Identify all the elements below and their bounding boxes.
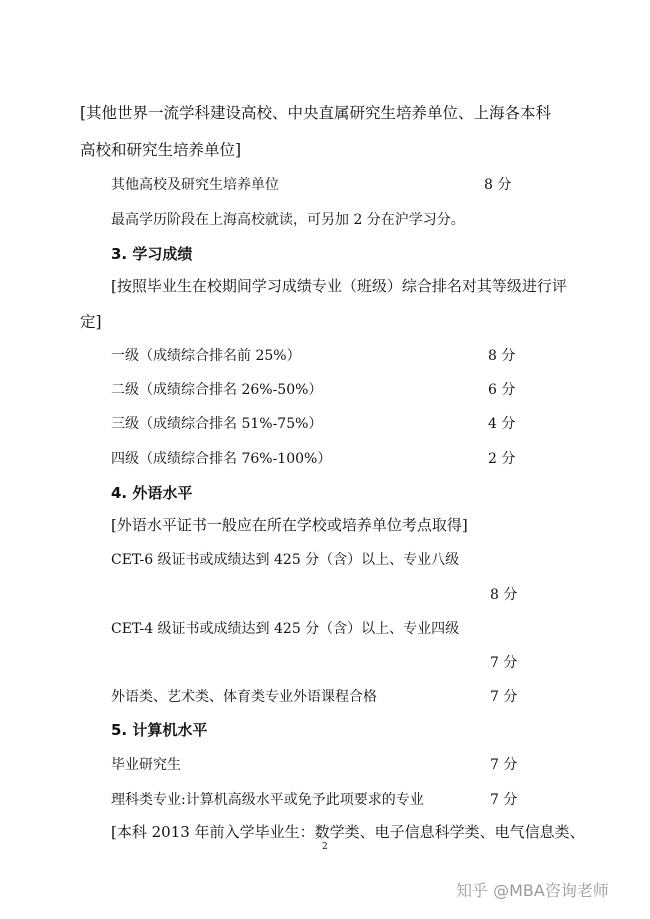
section-heading: 4. 外语水平 — [111, 484, 193, 502]
grade-label: 三级（成绩综合排名 51%-75%） — [111, 416, 323, 432]
bracket-note-line-2: 高校和研究生培养单位] — [80, 141, 242, 159]
language-label: CET-4 级证书或成绩达到 425 分（含）以上、专业四级 — [111, 621, 460, 637]
item-label: 其他高校及研究生培养单位 — [111, 177, 279, 193]
bracket-note-line-1: [按照毕业生在校期间学习成绩专业（班级）综合排名对其等级进行评 — [111, 277, 567, 295]
bracket-note-line-2: 定] — [80, 313, 102, 331]
grade-label: 二级（成绩综合排名 26%-50%） — [111, 382, 323, 398]
note-text: 最高学历阶段在上海高校就读，可另加 2 分在沪学习分。 — [111, 212, 465, 228]
computer-score: 7 分 — [490, 757, 518, 773]
grade-score: 4 分 — [488, 416, 516, 432]
section-heading: 5. 计算机水平 — [111, 721, 208, 739]
grade-score: 8 分 — [488, 348, 516, 364]
bracket-note: [本科 2013 年前入学毕业生：数学类、电子信息科学类、电气信息类、 — [111, 823, 585, 841]
bracket-note-line-1: [其他世界一流学科建设高校、中央直属研究生培养单位、上海各本科 — [80, 104, 552, 122]
grade-label: 一级（成绩综合排名前 25%） — [111, 348, 301, 364]
computer-label: 理科类专业:计算机高级水平或免予此项要求的专业 — [111, 792, 424, 808]
language-label: 外语类、艺术类、体育类专业外语课程合格 — [111, 689, 377, 705]
language-label: CET-6 级证书或成绩达到 425 分（含）以上、专业八级 — [111, 552, 460, 568]
grade-label: 四级（成绩综合排名 76%-100%） — [111, 451, 332, 467]
grade-score: 6 分 — [488, 382, 516, 398]
bracket-note: [外语水平证书一般应在所在学校或培养单位考点取得] — [111, 516, 468, 534]
computer-label: 毕业研究生 — [111, 757, 181, 773]
page-number: 2 — [322, 842, 328, 852]
watermark: 知乎 @MBA咨询老师 — [456, 881, 609, 900]
computer-score: 7 分 — [490, 792, 518, 808]
item-score: 8 分 — [484, 177, 512, 193]
section-heading: 3. 学习成绩 — [111, 245, 193, 263]
grade-score: 2 分 — [488, 451, 516, 467]
language-score: 8 分 — [490, 587, 518, 603]
language-score: 7 分 — [490, 689, 518, 705]
language-score: 7 分 — [490, 655, 518, 671]
